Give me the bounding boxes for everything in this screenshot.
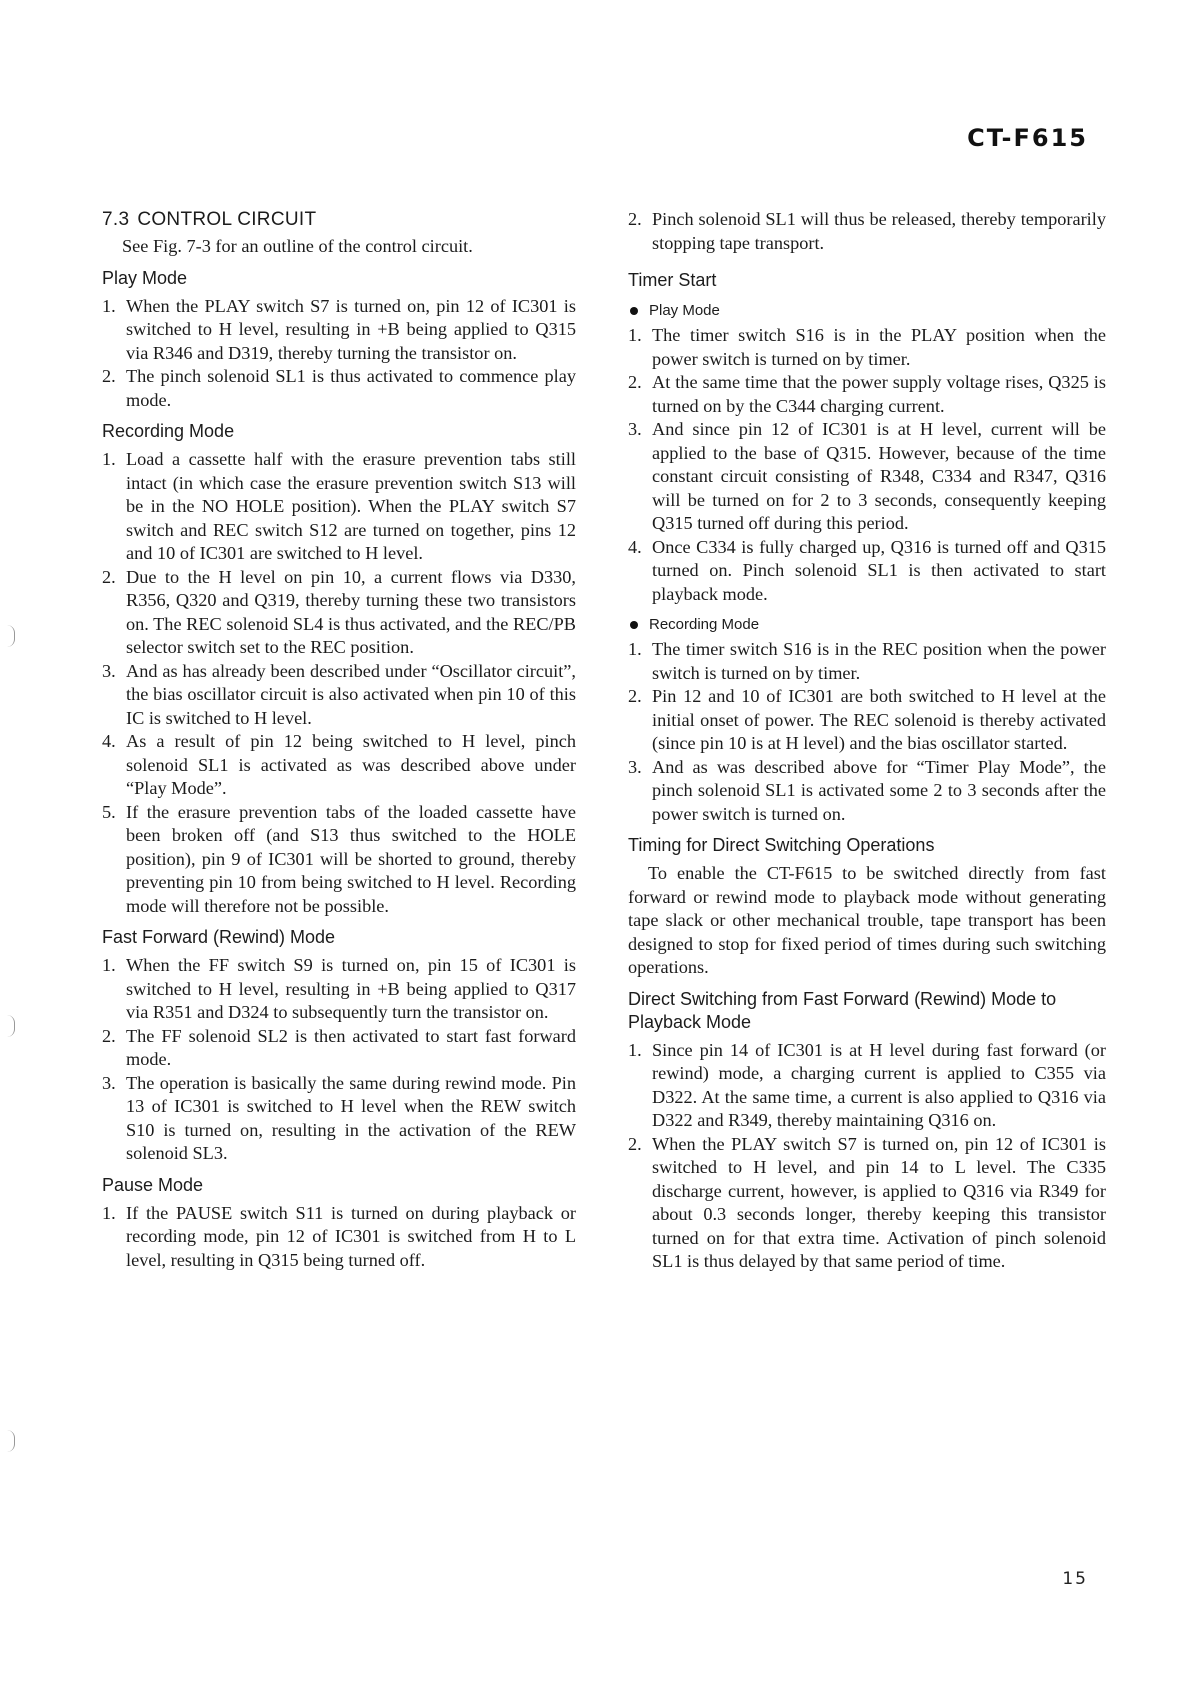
list-item: 4. As a result of pin 12 being switched to H level, pinch solenoid SL1 is activated as was described above under “Play Mode”.	[102, 731, 576, 798]
list-item: 1. The timer switch S16 is in the REC position when the power switch is turned on by timer.	[628, 639, 1106, 683]
ff-mode-list	[102, 954, 576, 1166]
play-mode-heading: Play Mode	[102, 267, 188, 288]
left-column	[102, 208, 576, 1272]
timer-rec-list	[628, 638, 1106, 826]
list-item: 1. If the PAUSE switch S11 is turned on during playback or recording mode, pin 12 of IC301 is switched from H to L level, resulting in Q315 being turned off.	[102, 1202, 576, 1270]
section-heading	[102, 208, 576, 232]
right-column	[628, 208, 1106, 1274]
list-item: 1. The timer switch S16 is in the PLAY position when the power switch is turned on by timer.	[628, 325, 1106, 369]
recording-mode-list	[102, 448, 576, 918]
timing-paragraph: To enable the CT-F615 to be switched directly from fast forward or rewind mode to playback mode without generating tape slack or other mechanical trouble, tape transport has been designed to stop for fixed period of times during such switching operations.	[628, 863, 1106, 977]
intro-paragraph: See Fig. 7-3 for an outline of the control circuit.	[122, 236, 473, 256]
pause-mode-list-cont	[628, 208, 1106, 255]
timer-play-heading: Play Mode	[628, 300, 1106, 321]
list-item: 2. Due to the H level on pin 10, a current flows via D330, R356, Q320 and Q319, thereby turning these two transistors on. The REC solenoid SL4 is thus activated, and the REC/PB selector switch set to the REC position.	[102, 566, 576, 657]
list-item: 2. At the same time that the power supply voltage rises, Q325 is turned on by the C344 charging current.	[628, 372, 1106, 416]
list-item: 3. And since pin 12 of IC301 is at H level, current will be applied to the base of Q315. However, because of the time constant circuit consisting of R348, C334 and R347, Q316 will be turned on for 2 to 3 seconds, consequently keeping Q315 turned off during this period.	[628, 419, 1106, 533]
binder-mark	[2, 1430, 15, 1452]
direct-switching-heading: Direct Switching from Fast Forward (Rewind) Mode to Playback Mode	[628, 988, 1057, 1032]
recording-mode-heading: Recording Mode	[102, 421, 235, 441]
pause-mode-heading: Pause Mode	[102, 1174, 204, 1195]
list-item: 5. If the erasure prevention tabs of the loaded cassette have been broken off (and S13 thus switched to the HOLE position), pin 9 of IC301 will be shorted to ground, thereby preventing pin 10 from being switched to H level. Recording mode will therefore not be possible.	[102, 801, 576, 916]
timing-heading: Timing for Direct Switching Operations	[628, 835, 935, 855]
section-title: CONTROL CIRCUIT	[137, 209, 317, 230]
ff-mode-heading: Fast Forward (Rewind) Mode	[102, 927, 336, 947]
bullet-icon	[630, 621, 638, 629]
list-item: 4. Once C334 is fully charged up, Q316 is turned off and Q315 turned on. Pinch solenoid SL1 is then activated to start playback mode.	[628, 536, 1106, 604]
binder-mark	[2, 1015, 15, 1037]
timer-rec-heading: Recording Mode	[628, 614, 1106, 635]
list-item: 2. When the PLAY switch S7 is turned on, pin 12 of IC301 is switched to H level, and pin 14 to L level. The C335 discharge current, however, is applied to Q316 via R349 for about 0.3 seconds longer, thereby keeping this transistor turned on for that extra time. Activation of pinch solenoid SL1 is thus delayed by that same period of time.	[628, 1133, 1106, 1271]
section-number: 7.3	[102, 209, 130, 230]
model-number: CT-F615	[967, 124, 1088, 152]
timer-play-list	[628, 324, 1106, 606]
list-item: 1. When the PLAY switch S7 is turned on, pin 12 of IC301 is switched to H level, resulting in +B being applied to Q315 via R346 and D319, thereby turning the transistor on.	[102, 295, 576, 363]
list-item: 1. When the FF switch S9 is turned on, pin 15 of IC301 is switched to H level, resulting in +B being applied to Q317 via R351 and D324 to subsequently turn the transistor on.	[102, 955, 576, 1022]
list-item: 1. Since pin 14 of IC301 is at H level during fast forward (or rewind) mode, a charging current is applied to C355 via D322. At the same time, a current is also applied to Q316 via D322 and R349, thereby maintaining Q316 on.	[628, 1039, 1106, 1130]
timer-start-heading: Timer Start	[628, 270, 717, 290]
list-item: 3. And as was described above for “Timer Play Mode”, the pinch solenoid SL1 is activated some 2 to 3 seconds after the power switch is turned on.	[628, 756, 1106, 824]
list-item: 2. Pinch solenoid SL1 will thus be released, thereby temporarily stopping tape transport.	[628, 209, 1106, 253]
bullet-icon	[630, 307, 638, 315]
play-mode-list	[102, 295, 576, 413]
list-item: 2. The pinch solenoid SL1 is thus activated to commence play mode.	[102, 366, 576, 410]
binder-mark	[2, 625, 15, 647]
pause-mode-list	[102, 1202, 576, 1273]
list-item: 2. Pin 12 and 10 of IC301 are both switched to H level at the initial onset of power. The REC solenoid is thereby activated (since pin 10 is at H level) and the bias oscillator started.	[628, 686, 1106, 753]
list-item: 2. The FF solenoid SL2 is then activated to start fast forward mode.	[102, 1025, 576, 1069]
page-number: 15	[1062, 1569, 1088, 1589]
list-item: 1. Load a cassette half with the erasure prevention tabs still intact (in which case the erasure prevention switch S13 will be in the NO HOLE position). When the PLAY switch S7 switch and REC switch S12 are turned on together, pins 12 and 10 of IC301 are switched to H level.	[102, 449, 576, 563]
direct-switching-list	[628, 1039, 1106, 1274]
list-item: 3. And as has already been described under “Oscillator circuit”, the bias oscillator circuit is also activated when pin 10 of this IC is switched to H level.	[102, 660, 576, 728]
list-item: 3. The operation is basically the same during rewind mode. Pin 13 of IC301 is switched to H level when the REW switch S10 is turned on, resulting in the activation of the REW solenoid SL3.	[102, 1072, 576, 1163]
